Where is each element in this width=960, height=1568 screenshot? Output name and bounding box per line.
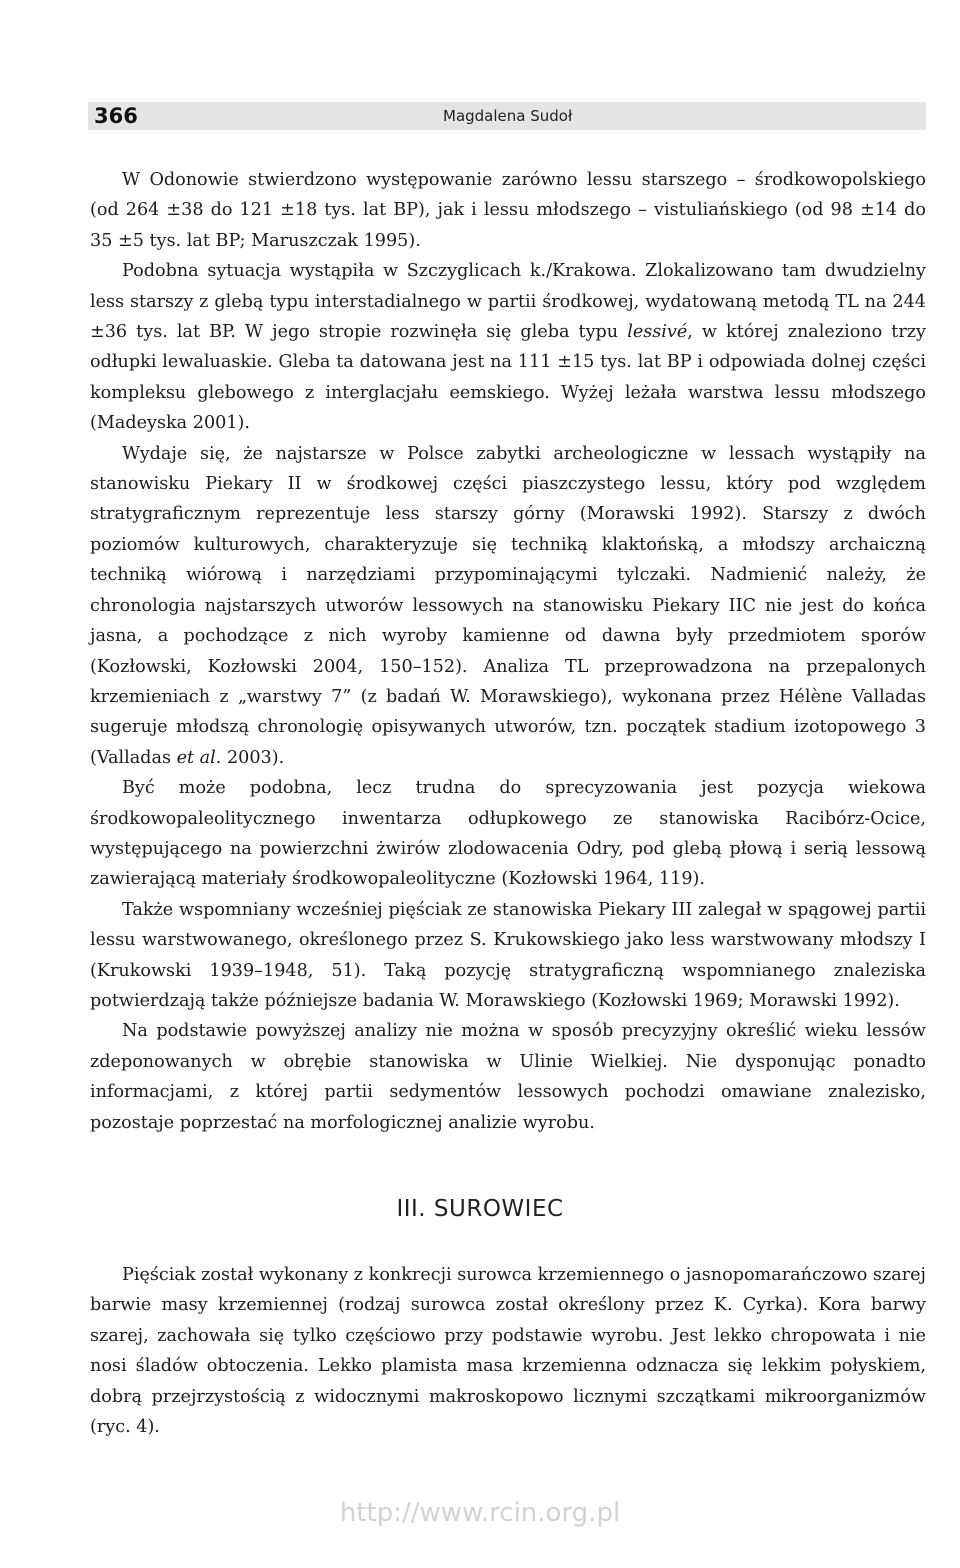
paragraph-piekary-iii: Także wspomniany wcześniej pięściak ze stanowiska Piekary III zalegał w spągowej partii lessu warstwowanego, określonego przez S. Krukowskiego jako less warstwowany młodszy I (Krukowski 1939–1948, 51). Taką pozycję stratygraficzną wspomnianego znaleziska potwierdzają także późniejsze badania W. Morawskiego (Kozłowski 1969; Morawski 1992). xyxy=(90,899,926,1011)
paragraph-szczyglice-tail: , w której znaleziono trzy odłupki lewaluaskie. Gleba ta datowana jest na 111 ±15 tys. lat BP i odpowiada dolnej części kompleksu glebowego z interglacjału eemskiego. Wyżej leżała warstwa lessu młodszego (Madeyska 2001). xyxy=(90,322,926,434)
paragraph-piekary-text: Wydaje się, że najstarsze w Polsce zabytki archeologiczne w lessach wystąpiły na stanowisku Piekary II w środkowej części piaszczystego lessu, który pod względem stratygraficznym reprezentuje less starszy górny (Morawski 1992). Starszy z dwóch poziomów kulturowych, charakteryzuje się techniką klaktońską, a młodszy archaiczną techniką wiórową i narzędziami przypominającymi tylczaki. Nadmienić należy, że chronologia najstarszych utworów lessowych na stanowisku Piekary IIC nie jest do końca jasna, a pochodzące z nich wyroby kamienne od dawna były przedmiotem sporów (Kozłowski, Kozłowski 2004, 150–152). Analiza TL przeprowadzona na przepalonych krzemieniach z „warstwy 7” (z badań W. Morawskiego), wykonana przez Hélène Valladas sugeruje młodszą chronologię opisywanych utworów, tzn. początek stadium izotopowego 3 (Valladas xyxy=(90,443,926,768)
page-number: 366 xyxy=(94,104,138,128)
italic-et-al: et al. xyxy=(176,747,222,768)
paragraph-conclusion: Na podstawie powyższej analizy nie można w sposób precyzyjny określić wieku lessów zdeponowanych w obrębie stanowiska w Ulinie Wielkiej. Nie dysponując ponadto informacjami, z której partii sedymentów lessowych pochodzi omawiane znalezisko, pozostaje poprzestać na morfologicznej analizie wyrobu. xyxy=(90,1021,926,1133)
section-body-text xyxy=(90,1260,926,1442)
paragraph-piekary xyxy=(90,439,926,773)
italic-term-lessive: lessivé xyxy=(627,322,688,343)
body-text xyxy=(90,165,926,1138)
paragraph-odonow: W Odonowie stwierdzono występowanie zarówno lessu starszego – środkowopolskiego (od 264 ±38 do 121 ±18 tys. lat BP), jak i lessu młodszego – vistuliańskiego (od 98 ±14 do 35 ±5 tys. lat BP; Maruszczak 1995). xyxy=(90,170,926,251)
paragraph-surowiec: Pięściak został wykonany z konkrecji surowca krzemiennego o jasnopomarańczowo szarej barwie masy krzemiennej (rodzaj surowca został określony przez K. Cyrka). Kora barwy szarej, zachowała się tylko częściowo przy podstawie wyrobu. Jest lekko chropowata i nie nosi śladów obtoczenia. Lekko plamista masa krzemienna odznacza się lekkim połyskiem, dobrą przejrzystością z widocznymi makroskopowo licznymi szczątkami mikroorganizmów (ryc. 4). xyxy=(90,1265,926,1438)
section-heading: III. SUROWIEC xyxy=(396,1196,564,1222)
paragraph-piekary-tail: 2003). xyxy=(221,747,285,768)
paragraph-szczyglice-text: Podobna sytuacja wystąpiła w Szczyglicach k./Krakowa. Zlokalizowano tam dwudzielny less starszy z glebą typu interstadialnego w partii środkowej, wydatowaną metodą TL na 244 ±36 tys. lat BP. W jego stropie rozwinęła się gleba typu xyxy=(90,261,926,343)
paragraph-raciborz: Być może podobna, lecz trudna do sprecyzowania jest pozycja wiekowa środkowopaleolitycznego inwentarza odłupkowego ze stanowiska Racibórz-Ocice, występującego na powierzchni żwirów zlodowacenia Odry, pod glebą płową i serią lessową zawierającą materiały środkowopaleolityczne (Kozłowski 1964, 119). xyxy=(90,778,926,890)
running-head-author: Magdalena Sudoł xyxy=(443,107,573,125)
watermark-url: http://www.rcin.org.pl xyxy=(339,1498,621,1528)
paragraph-szczyglice xyxy=(90,256,926,438)
